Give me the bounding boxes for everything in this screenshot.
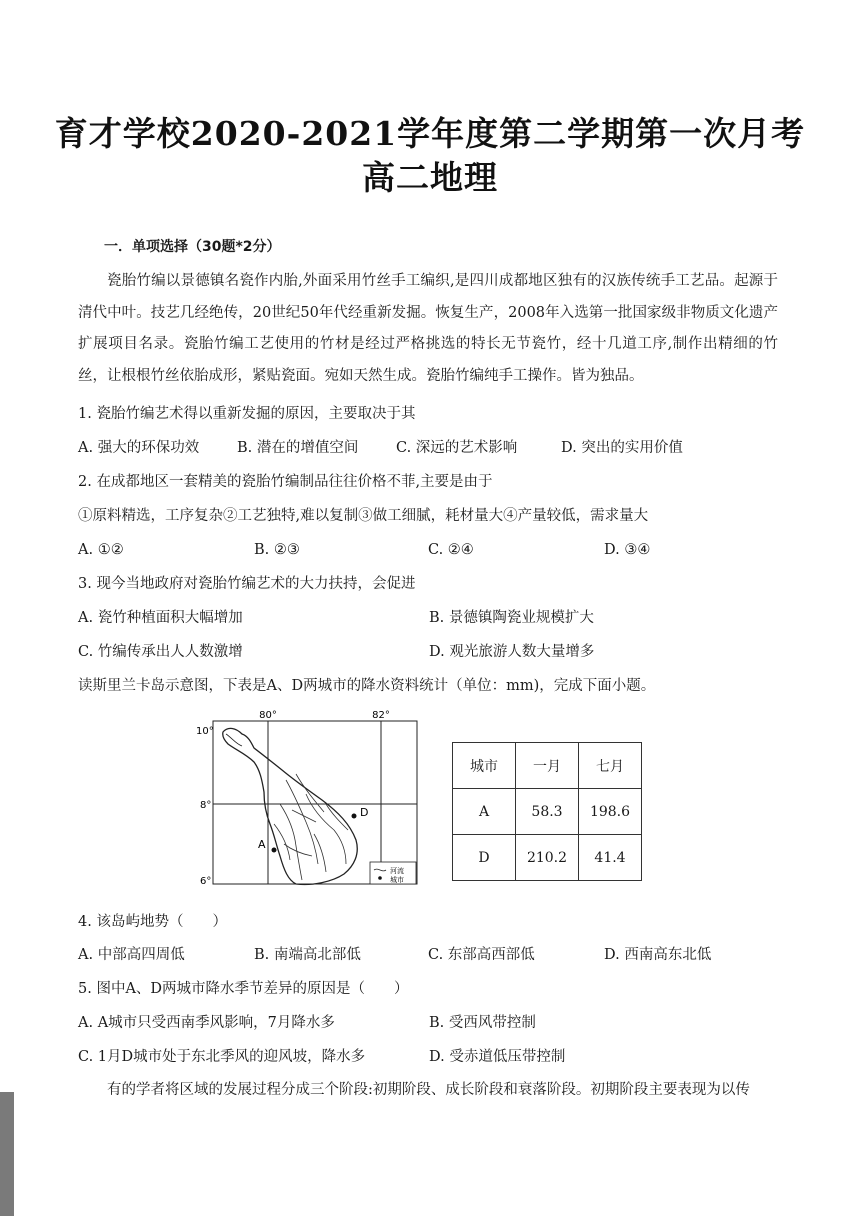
lon-label-80: 80°: [259, 710, 277, 721]
table-cell: D: [453, 835, 516, 881]
question-2-statement: ①原料精选，工序复杂②工艺独特,难以复制③做工细腻，耗材量大④产量较低，需求量大: [78, 508, 649, 524]
question-1-option-a: A. 强大的环保功效: [78, 440, 200, 456]
passage-region-development: 有的学者将区域的发展过程分成三个阶段:初期阶段、成长阶段和衰落阶段。初期阶段主要表现为以传: [107, 1082, 750, 1098]
point-label-d: D: [360, 806, 369, 819]
rainfall-table: [452, 742, 642, 881]
question-3-option-a: A. 瓷竹种植面积大幅增加: [78, 610, 243, 626]
question-2-option-b: B. ②③: [254, 542, 300, 558]
point-label-a: A: [258, 838, 266, 851]
question-1-option-b: B. 潜在的增值空间: [237, 440, 359, 456]
table-cell: 210.2: [516, 835, 579, 881]
question-3-option-b: B. 景德镇陶瓷业规模扩大: [429, 610, 594, 626]
island-outline: [223, 728, 358, 884]
question-4-option-a: A. 中部高四周低: [78, 947, 185, 963]
question-2-stem: 2. 在成都地区一套精美的瓷胎竹编制品往往价格不菲,主要是由于: [78, 474, 493, 490]
table-cell: 58.3: [516, 789, 579, 835]
city-d-marker: [352, 814, 357, 819]
lon-label-82: 82°: [372, 710, 390, 721]
question-4-option-c: C. 东部高西部低: [428, 947, 535, 963]
lat-label-6: 6°: [200, 876, 212, 887]
table-cell: A: [453, 789, 516, 835]
table-row: [453, 835, 642, 881]
question-3-stem: 3. 现今当地政府对瓷胎竹编艺术的大力扶持，会促进: [78, 576, 416, 592]
question-2-option-c: C. ②④: [428, 542, 474, 558]
city-a-marker: [272, 848, 277, 853]
question-2-option-a: A. ①②: [78, 542, 124, 558]
exam-subtitle: 高二地理: [362, 158, 498, 197]
lat-label-8: 8°: [200, 800, 212, 811]
legend-river: 河流: [390, 867, 404, 875]
question-1-option-c: C. 深远的艺术影响: [396, 440, 518, 456]
question-4-option-b: B. 南端高北部低: [254, 947, 361, 963]
sri-lanka-map: [196, 704, 426, 890]
table-header-cell: 一月: [516, 743, 579, 789]
table-header-cell: 城市: [453, 743, 516, 789]
question-5-option-a: A. A城市只受西南季风影响，7月降水多: [78, 1015, 335, 1031]
question-5-option-d: D. 受赤道低压带控制: [429, 1049, 566, 1065]
map-legend: [370, 862, 416, 884]
table-header-row: [453, 743, 642, 789]
table-cell: 198.6: [579, 789, 642, 835]
question-2-option-d: D. ③④: [604, 542, 651, 558]
question-5-stem: 5. 图中A、D两城市降水季节差异的原因是（ ）: [78, 981, 409, 997]
passage-ceramic-bamboo: 瓷胎竹编以景德镇名瓷作内胎,外面采用竹丝手工编织,是四川成都地区独有的汉族传统手工艺品。起源于清代中叶。技艺几经绝传，20世纪50年代经重新发掘。恢复生产，2008年入选第一批国家级非物质文化遗产扩展项目名录。瓷胎竹编工艺使用的竹材是经过严格挑选的特长无节瓷竹，经十几道工序,制作出精细的竹丝，让根根竹丝依胎成形，紧贴瓷面。宛如天然生成。瓷胎竹编纯手工操作。皆为独品。: [78, 273, 778, 384]
question-4-stem: 4. 该岛屿地势（ ）: [78, 914, 227, 930]
table-row: [453, 789, 642, 835]
question-1-option-d: D. 突出的实用价值: [561, 440, 683, 456]
question-3-option-d: D. 观光旅游人数大量增多: [429, 644, 595, 660]
question-3-option-c: C. 竹编传承出人人数激增: [78, 644, 243, 660]
question-4-option-d: D. 西南高东北低: [604, 947, 712, 963]
exam-title: 育才学校2020-2021学年度第二学期第一次月考: [54, 114, 806, 153]
table-header-cell: 七月: [579, 743, 642, 789]
lat-label-10: 10°: [196, 726, 214, 737]
table-cell: 41.4: [579, 835, 642, 881]
map-intro: 读斯里兰卡岛示意图，下表是A、D两城市的降水资料统计（单位：mm)，完成下面小题。: [78, 678, 656, 694]
page-edge-bar: [0, 1092, 14, 1216]
section-heading: 一．单项选择（30题*2分）: [104, 239, 281, 255]
question-5-option-c: C. 1月D城市处于东北季风的迎风坡，降水多: [78, 1049, 366, 1065]
question-1-stem: 1. 瓷胎竹编艺术得以重新发掘的原因，主要取决于其: [78, 406, 416, 422]
question-5-option-b: B. 受西风带控制: [429, 1015, 536, 1031]
legend-city: 城市: [390, 876, 404, 884]
